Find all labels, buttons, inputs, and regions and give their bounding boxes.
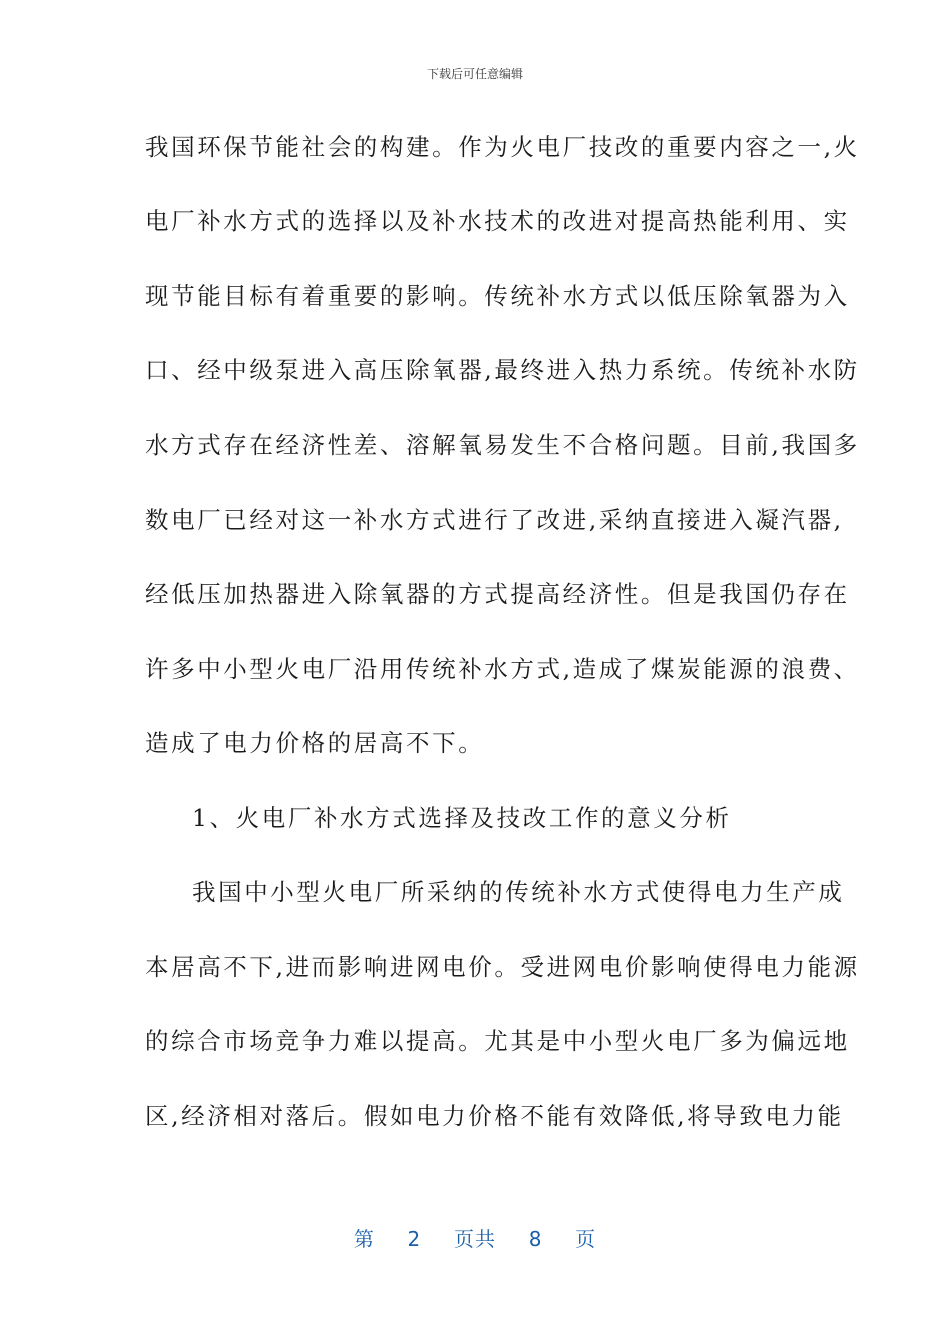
page-footer: [0, 1226, 950, 1252]
paragraph-line: 的综合市场竞争力难以提高。尤其是中小型火电厂多为偏远地: [145, 1027, 850, 1055]
page-label-mid: 页共: [454, 1227, 496, 1251]
paragraph-line: 口、经中级泵进入高压除氧器,最终进入热力系统。传统补水防: [145, 356, 860, 384]
paragraph-line: 经低压加热器进入除氧器的方式提高经济性。但是我国仍存在: [145, 580, 850, 608]
current-page-number: 2: [407, 1227, 422, 1251]
page-header: 下载后可任意编辑: [426, 67, 523, 81]
paragraph-line: 许多中小型火电厂沿用传统补水方式,造成了煤炭能源的浪费、: [145, 655, 860, 683]
paragraph-line: 造成了电力价格的居高不下。: [145, 729, 485, 757]
paragraph-line: 现节能目标有着重要的影响。传统补水方式以低压除氧器为入: [145, 282, 850, 310]
paragraph-line: 区,经济相对落后。假如电力价格不能有效降低,将导致电力能: [145, 1102, 844, 1130]
paragraph-line: 本居高不下,进而影响进网电价。受进网电价影响使得电力能源: [145, 953, 860, 981]
paragraph-line: 数电厂已经对这一补水方式进行了改进,采纳直接进入凝汽器,: [145, 506, 844, 534]
paragraph-line: 电厂补水方式的选择以及补水技术的改进对提高热能利用、实: [145, 207, 850, 235]
paragraph-line: 我国中小型火电厂所采纳的传统补水方式使得电力生产成: [192, 878, 845, 906]
page-label-suffix: 页: [575, 1227, 597, 1251]
total-pages-number: 8: [528, 1227, 543, 1251]
paragraph-line: 我国环保节能社会的构建。作为火电厂技改的重要内容之一,火: [145, 133, 860, 161]
section-heading: 1、火电厂补水方式选择及技改工作的意义分析: [192, 804, 732, 832]
page-label-prefix: 第: [353, 1227, 375, 1251]
paragraph-line: 水方式存在经济性差、溶解氧易发生不合格问题。目前,我国多: [145, 431, 860, 459]
